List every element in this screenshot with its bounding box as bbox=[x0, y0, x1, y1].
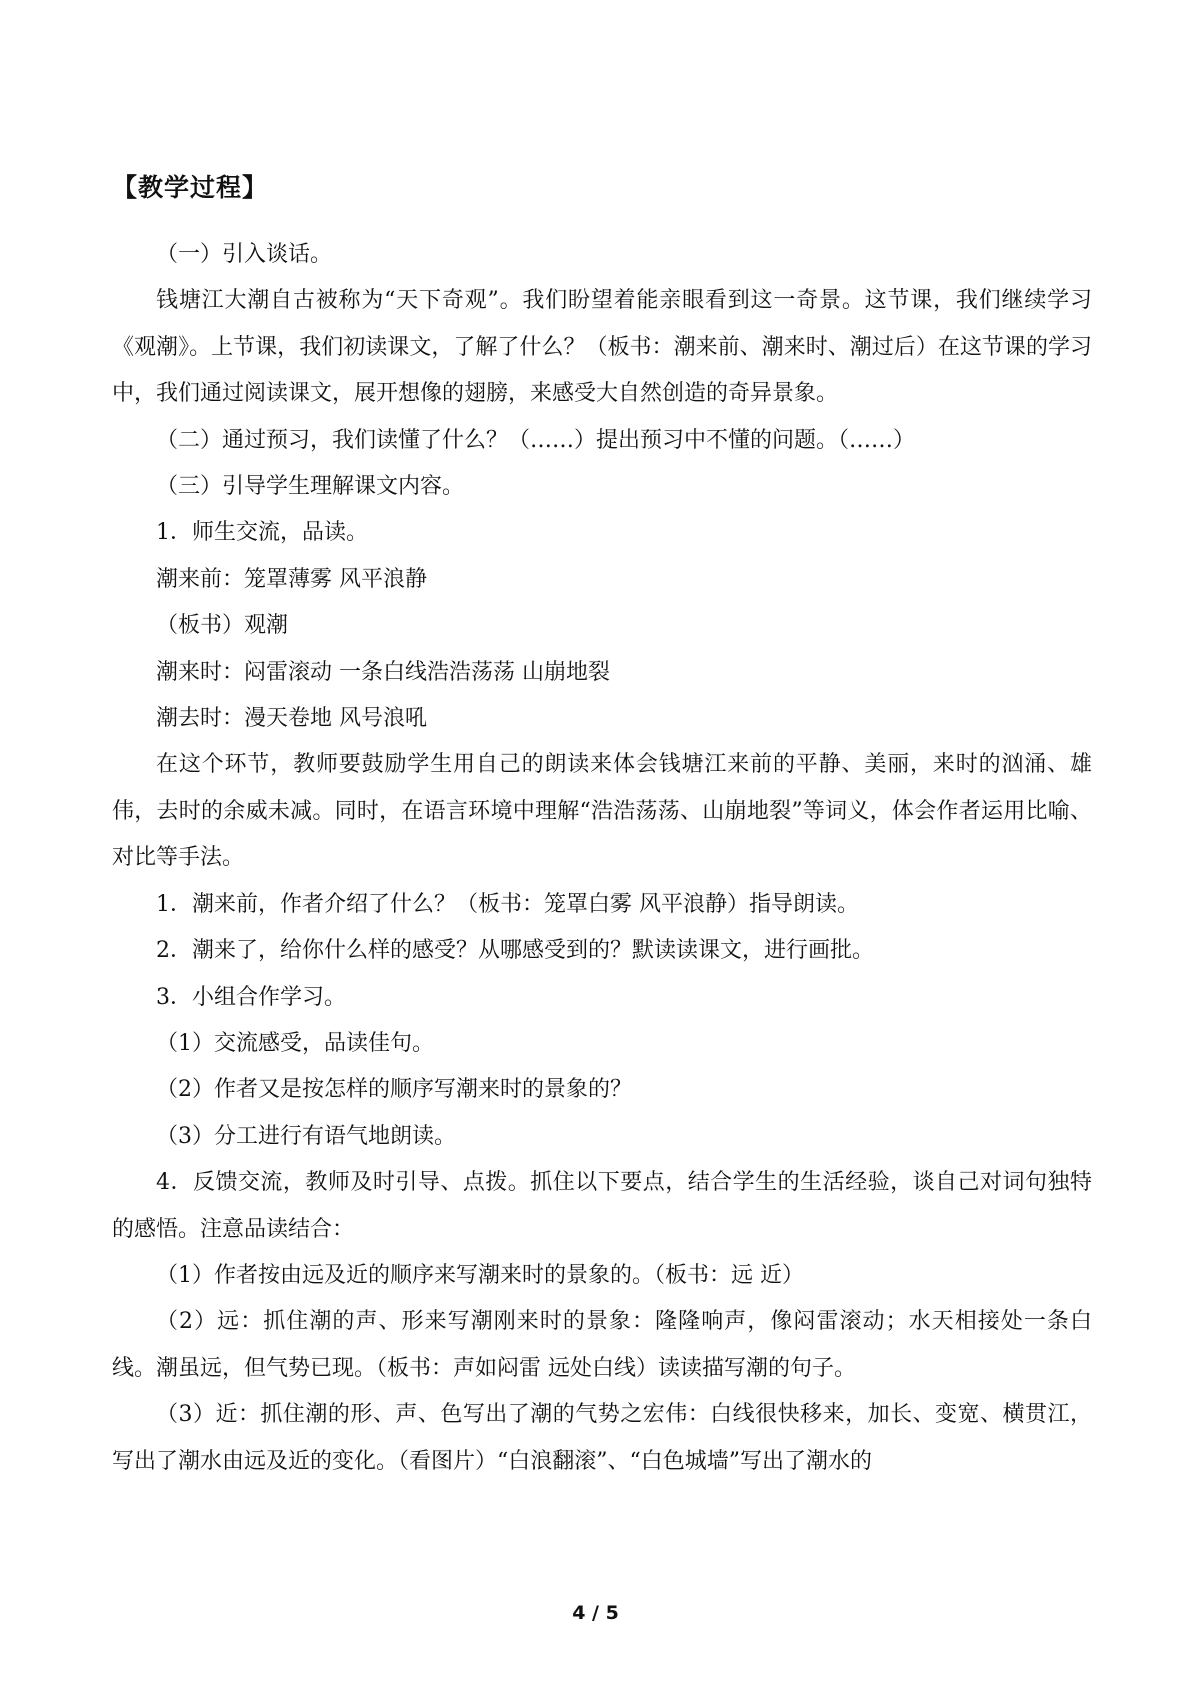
paragraph-q3-2: （2）作者又是按怎样的顺序写潮来时的景象的？ bbox=[156, 1077, 632, 1103]
body-text bbox=[112, 232, 1092, 1485]
paragraph-q3-1: （1）交流感受，品读佳句。 bbox=[156, 1030, 434, 1056]
paragraph-q4-3: （3）近：抓住潮的形、声、色写出了潮的气势之宏伟：白线很快移来，加长、变宽、横贯江，写出了潮水由远及近的变化。（看图片）“白浪翻滚”、“白色城墙”写出了潮水的 bbox=[112, 1402, 1092, 1474]
paragraph-preview: （二）通过预习，我们读懂了什么？（……）提出预习中不懂的问题。（……） bbox=[156, 427, 916, 453]
section-heading: 【教学过程】 bbox=[112, 173, 269, 202]
paragraph-board-title: （板书）观潮 bbox=[156, 613, 289, 639]
paragraph-q4-1: （1）作者按由远及近的顺序来写潮来时的景象的。（板书：远 近） bbox=[156, 1262, 804, 1288]
paragraph-step-1: 1．师生交流，品读。 bbox=[156, 520, 368, 546]
paragraph-q3: 3．小组合作学习。 bbox=[156, 984, 346, 1010]
paragraph-teacher-note: 在这个环节，教师要鼓励学生用自己的朗读来体会钱塘江来前的平静、美丽，来时的汹涌、雄伟，去时的余威未减。同时，在语言环境中理解“浩浩荡荡、山崩地裂”等词义，体会作者运用比喻、对比等手法。 bbox=[112, 752, 1092, 871]
paragraph-guide: （三）引导学生理解课文内容。 bbox=[156, 474, 465, 500]
paragraph-q4: 4．反馈交流，教师及时引导、点拨。抓住以下要点，结合学生的生活经验，谈自己对词句独特的感悟。注意品读结合： bbox=[112, 1170, 1092, 1242]
page-number: 4 / 5 bbox=[572, 1602, 619, 1624]
paragraph-q2: 2．潮来了，给你什么样的感受？从哪感受到的？默读读课文，进行画批。 bbox=[156, 938, 874, 964]
paragraph-q1: 1．潮来前，作者介绍了什么？（板书：笼罩白雾 风平浪静）指导朗读。 bbox=[156, 891, 859, 917]
paragraph-before-tide: 潮来前：笼罩薄雾 风平浪静 bbox=[156, 566, 427, 592]
paragraph-qiantang-intro: 钱塘江大潮自古被称为“天下奇观”。我们盼望着能亲眼看到这一奇景。这节课，我们继续学习《观潮》。上节课，我们初读课文，了解了什么？（板书：潮来前、潮来时、潮过后）在这节课的学习中，我们通过阅读课文，展开想像的翅膀，来感受大自然创造的奇异景象。 bbox=[112, 288, 1092, 407]
paragraph-intro-talk: （一）引入谈话。 bbox=[156, 242, 333, 267]
paragraph-q3-3: （3）分工进行有语气地朗读。 bbox=[156, 1123, 456, 1149]
paragraph-q4-2: （2）远：抓住潮的声、形来写潮刚来时的景象：隆隆响声，像闷雷滚动；水天相接处一条白线。潮虽远，但气势已现。（板书：声如闷雷 远处白线）读读描写潮的句子。 bbox=[112, 1309, 1092, 1381]
paragraph-after-tide: 潮去时：漫天卷地 风号浪吼 bbox=[156, 706, 427, 732]
paragraph-during-tide: 潮来时：闷雷滚动 一条白线浩浩荡荡 山崩地裂 bbox=[156, 659, 610, 685]
